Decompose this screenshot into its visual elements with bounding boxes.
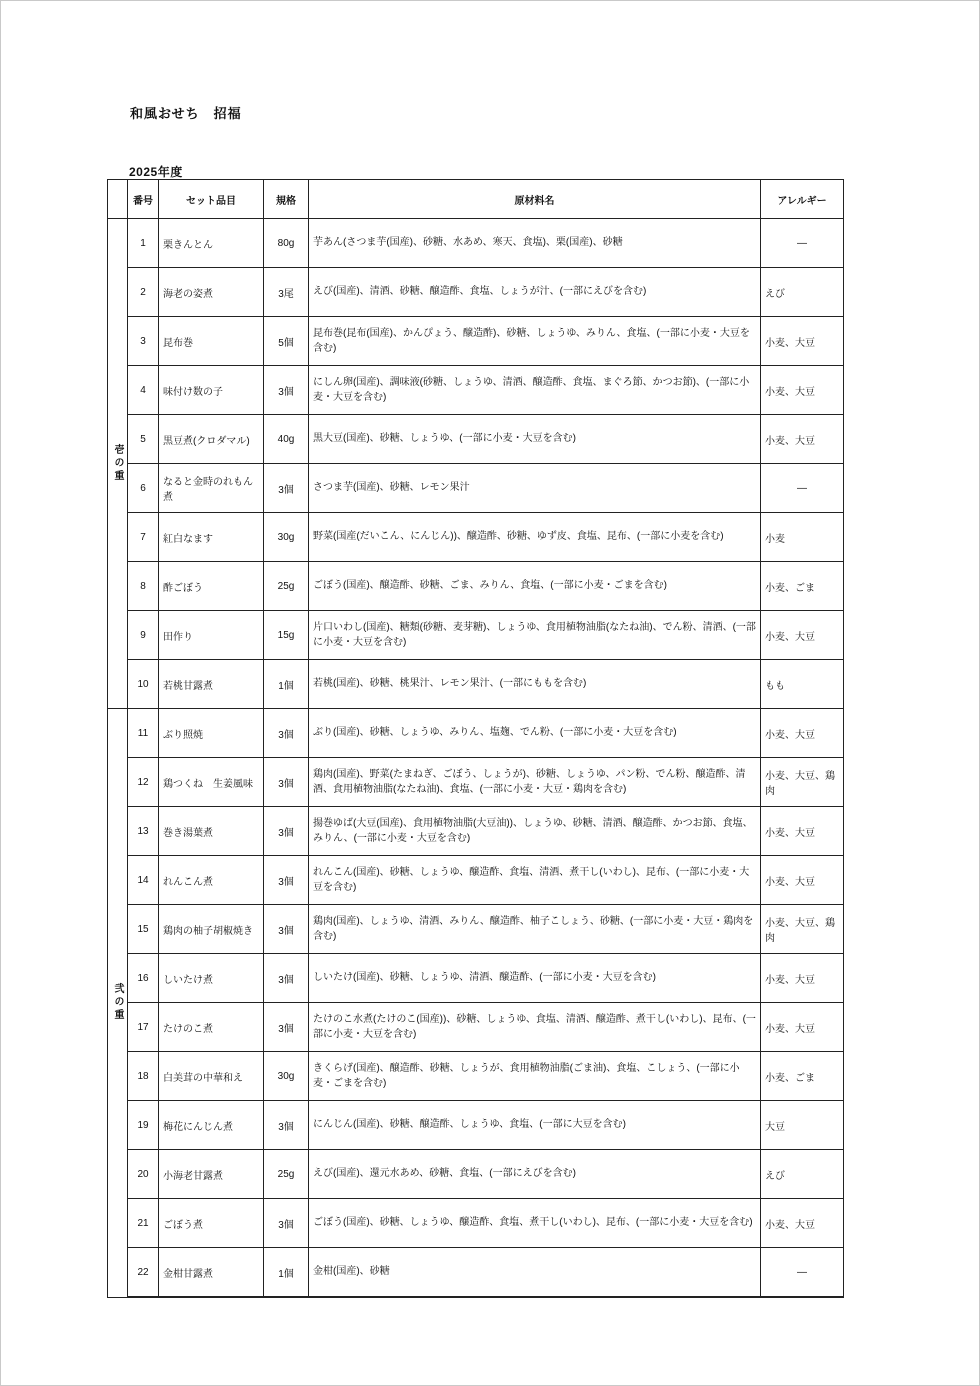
row-spec-cell: 30g (264, 513, 309, 562)
row-item-cell: 紅白なます (159, 513, 264, 562)
row-no-cell: 21 (128, 1199, 159, 1248)
row-spec-cell: 3個 (264, 1199, 309, 1248)
table-header-row (108, 180, 844, 219)
row-ingredients-cell: えび(国産)、還元水あめ、砂糖、食塩、(一部にえびを含む) (309, 1150, 761, 1199)
row-allergy-cell: 小麦、大豆、鶏肉 (761, 905, 844, 954)
row-allergy-cell: 小麦、大豆 (761, 1003, 844, 1052)
table-row (108, 1052, 844, 1101)
row-ingredients-cell: 鶏肉(国産)、野菜(たまねぎ、ごぼう、しょうが)、砂糖、しょうゆ、パン粉、でん粉、醸造酢、清酒、食用植物油脂(なたね油)、食塩、(一部に小麦・大豆・鶏肉を含む) (309, 758, 761, 807)
row-item-cell: 鶏肉の柚子胡椒焼き (159, 905, 264, 954)
row-no-cell: 5 (128, 415, 159, 464)
table-row (108, 1199, 844, 1248)
row-spec-cell: 1個 (264, 660, 309, 709)
row-item-cell: なると金時のれもん煮 (159, 464, 264, 513)
row-spec-cell: 3個 (264, 464, 309, 513)
table-row (108, 1003, 844, 1052)
row-ingredients-cell: 芋あん(さつま芋(国産)、砂糖、水あめ、寒天、食塩)、栗(国産)、砂糖 (309, 219, 761, 268)
row-item-cell: 金柑甘露煮 (159, 1248, 264, 1298)
row-spec-cell: 3個 (264, 807, 309, 856)
row-no-cell: 6 (128, 464, 159, 513)
table-row (108, 464, 844, 513)
row-item-cell: 黒豆煮(クロダマル) (159, 415, 264, 464)
table-row (108, 268, 844, 317)
row-ingredients-cell: 若桃(国産)、砂糖、桃果汁、レモン果汁、(一部にももを含む) (309, 660, 761, 709)
row-spec-cell: 3個 (264, 709, 309, 758)
box-group-label: 壱の重 (108, 219, 128, 709)
table-row (108, 317, 844, 366)
row-allergy-cell: 小麦、大豆 (761, 807, 844, 856)
row-spec-cell: 3尾 (264, 268, 309, 317)
row-item-cell: れんこん煮 (159, 856, 264, 905)
row-allergy-cell: 小麦、ごま (761, 562, 844, 611)
row-no-cell: 2 (128, 268, 159, 317)
row-no-cell: 16 (128, 954, 159, 1003)
row-spec-cell: 15g (264, 611, 309, 660)
row-no-cell: 14 (128, 856, 159, 905)
row-spec-cell: 3個 (264, 758, 309, 807)
row-no-cell: 3 (128, 317, 159, 366)
page-title: 和風おせち 招福 (130, 106, 242, 121)
row-allergy-cell: — (761, 219, 844, 268)
row-allergy-cell: 小麦、大豆 (761, 1199, 844, 1248)
box-group-label: 弐の重 (108, 709, 128, 1298)
table-row (108, 807, 844, 856)
row-item-cell: 田作り (159, 611, 264, 660)
row-item-cell: 昆布巻 (159, 317, 264, 366)
row-allergy-cell: 小麦、大豆、鶏肉 (761, 758, 844, 807)
table-row (108, 219, 844, 268)
table-row (108, 366, 844, 415)
row-spec-cell: 3個 (264, 1003, 309, 1052)
table-row (108, 954, 844, 1003)
row-no-cell: 1 (128, 219, 159, 268)
row-ingredients-cell: たけのこ水煮(たけのこ(国産))、砂糖、しょうゆ、食塩、清酒、醸造酢、煮干し(いわし)、昆布、(一部に小麦・大豆を含む) (309, 1003, 761, 1052)
row-allergy-cell: 小麦、大豆 (761, 317, 844, 366)
row-no-cell: 13 (128, 807, 159, 856)
row-spec-cell: 3個 (264, 954, 309, 1003)
row-allergy-cell: 小麦、大豆 (761, 611, 844, 660)
row-item-cell: ぶり照焼 (159, 709, 264, 758)
row-item-cell: 栗きんとん (159, 219, 264, 268)
row-allergy-cell: 小麦、大豆 (761, 954, 844, 1003)
row-no-cell: 19 (128, 1101, 159, 1150)
row-item-cell: しいたけ煮 (159, 954, 264, 1003)
row-ingredients-cell: ぶり(国産)、砂糖、しょうゆ、みりん、塩麹、でん粉、(一部に小麦・大豆を含む) (309, 709, 761, 758)
row-spec-cell: 25g (264, 1150, 309, 1199)
row-allergy-cell: えび (761, 1150, 844, 1199)
row-item-cell: ごぼう煮 (159, 1199, 264, 1248)
table-row (108, 660, 844, 709)
row-allergy-cell: もも (761, 660, 844, 709)
table-row (108, 856, 844, 905)
table-row (108, 415, 844, 464)
row-no-cell: 8 (128, 562, 159, 611)
row-item-cell: 酢ごぼう (159, 562, 264, 611)
row-ingredients-cell: れんこん(国産)、砂糖、しょうゆ、醸造酢、食塩、清酒、煮干し(いわし)、昆布、(一部に小麦・大豆を含む) (309, 856, 761, 905)
row-no-cell: 9 (128, 611, 159, 660)
row-ingredients-cell: にしん卵(国産)、調味液(砂糖、しょうゆ、清酒、醸造酢、食塩、まぐろ節、かつお節)、(一部に小麦・大豆を含む) (309, 366, 761, 415)
header-allergy: アレルギー (761, 180, 844, 219)
row-item-cell: 梅花にんじん煮 (159, 1101, 264, 1150)
row-ingredients-cell: にんじん(国産)、砂糖、醸造酢、しょうゆ、食塩、(一部に大豆を含む) (309, 1101, 761, 1150)
row-no-cell: 17 (128, 1003, 159, 1052)
table-row (108, 905, 844, 954)
row-spec-cell: 30g (264, 1052, 309, 1101)
header-ingredients: 原材料名 (309, 180, 761, 219)
table-row (108, 709, 844, 758)
header-spec: 規格 (264, 180, 309, 219)
table-row (108, 1150, 844, 1199)
row-allergy-cell: 小麦、ごま (761, 1052, 844, 1101)
row-item-cell: 巻き湯葉煮 (159, 807, 264, 856)
row-allergy-cell: 小麦、大豆 (761, 856, 844, 905)
ingredients-table (107, 179, 844, 1298)
row-item-cell: 味付け数の子 (159, 366, 264, 415)
table-row (108, 1101, 844, 1150)
row-spec-cell: 3個 (264, 1101, 309, 1150)
row-spec-cell: 1個 (264, 1248, 309, 1298)
row-no-cell: 10 (128, 660, 159, 709)
table-row (108, 513, 844, 562)
header-number: 番号 (128, 180, 159, 219)
table-row (108, 562, 844, 611)
row-ingredients-cell: 昆布巻(昆布(国産)、かんぴょう、醸造酢)、砂糖、しょうゆ、みりん、食塩、(一部に小麦・大豆を含む) (309, 317, 761, 366)
row-item-cell: 白美茸の中華和え (159, 1052, 264, 1101)
row-allergy-cell: 小麦、大豆 (761, 366, 844, 415)
row-item-cell: 若桃甘露煮 (159, 660, 264, 709)
row-item-cell: 鶏つくね 生姜風味 (159, 758, 264, 807)
row-allergy-cell: 小麦、大豆 (761, 709, 844, 758)
table-row (108, 611, 844, 660)
header-corner-spacer (108, 180, 128, 219)
row-no-cell: 18 (128, 1052, 159, 1101)
row-ingredients-cell: さつま芋(国産)、砂糖、レモン果汁 (309, 464, 761, 513)
row-no-cell: 4 (128, 366, 159, 415)
row-item-cell: 小海老甘露煮 (159, 1150, 264, 1199)
row-ingredients-cell: 片口いわし(国産)、糖類(砂糖、麦芽糖)、しょうゆ、食用植物油脂(なたね油)、でん粉、清酒、(一部に小麦・大豆を含む) (309, 611, 761, 660)
row-ingredients-cell: ごぼう(国産)、醸造酢、砂糖、ごま、みりん、食塩、(一部に小麦・ごまを含む) (309, 562, 761, 611)
row-no-cell: 20 (128, 1150, 159, 1199)
row-allergy-cell: えび (761, 268, 844, 317)
row-allergy-cell: — (761, 1248, 844, 1298)
row-no-cell: 7 (128, 513, 159, 562)
table-row (108, 1248, 844, 1298)
row-spec-cell: 80g (264, 219, 309, 268)
row-allergy-cell: — (761, 464, 844, 513)
row-no-cell: 11 (128, 709, 159, 758)
row-no-cell: 15 (128, 905, 159, 954)
row-ingredients-cell: えび(国産)、清酒、砂糖、醸造酢、食塩、しょうが汁、(一部にえびを含む) (309, 268, 761, 317)
row-spec-cell: 3個 (264, 856, 309, 905)
header-item: セット品目 (159, 180, 264, 219)
row-no-cell: 22 (128, 1248, 159, 1298)
row-ingredients-cell: 金柑(国産)、砂糖 (309, 1248, 761, 1298)
row-spec-cell: 40g (264, 415, 309, 464)
row-ingredients-cell: 揚巻ゆば(大豆(国産)、食用植物油脂(大豆油))、しょうゆ、砂糖、清酒、醸造酢、かつお節、食塩、みりん、(一部に小麦・大豆を含む) (309, 807, 761, 856)
row-ingredients-cell: しいたけ(国産)、砂糖、しょうゆ、清酒、醸造酢、(一部に小麦・大豆を含む) (309, 954, 761, 1003)
row-ingredients-cell: 野菜(国産(だいこん、にんじん))、醸造酢、砂糖、ゆず皮、食塩、昆布、(一部に小麦を含む) (309, 513, 761, 562)
row-spec-cell: 3個 (264, 366, 309, 415)
row-ingredients-cell: きくらげ(国産)、醸造酢、砂糖、しょうが、食用植物油脂(ごま油)、食塩、こしょう、(一部に小麦・ごまを含む) (309, 1052, 761, 1101)
row-allergy-cell: 大豆 (761, 1101, 844, 1150)
row-ingredients-cell: ごぼう(国産)、砂糖、しょうゆ、醸造酢、食塩、煮干し(いわし)、昆布、(一部に小麦・大豆を含む) (309, 1199, 761, 1248)
row-ingredients-cell: 鶏肉(国産)、しょうゆ、清酒、みりん、醸造酢、柚子こしょう、砂糖、(一部に小麦・大豆・鶏肉を含む) (309, 905, 761, 954)
row-item-cell: 海老の姿煮 (159, 268, 264, 317)
table-row (108, 758, 844, 807)
row-allergy-cell: 小麦、大豆 (761, 415, 844, 464)
row-no-cell: 12 (128, 758, 159, 807)
row-spec-cell: 5個 (264, 317, 309, 366)
row-allergy-cell: 小麦 (761, 513, 844, 562)
row-ingredients-cell: 黒大豆(国産)、砂糖、しょうゆ、(一部に小麦・大豆を含む) (309, 415, 761, 464)
row-item-cell: たけのこ煮 (159, 1003, 264, 1052)
table-body (108, 219, 844, 1298)
year-label: 2025年度 (129, 165, 183, 179)
row-spec-cell: 3個 (264, 905, 309, 954)
row-spec-cell: 25g (264, 562, 309, 611)
